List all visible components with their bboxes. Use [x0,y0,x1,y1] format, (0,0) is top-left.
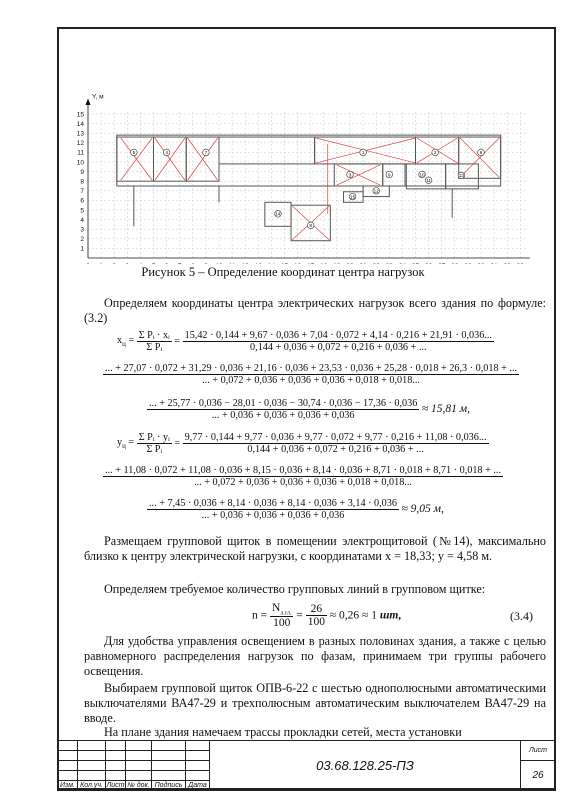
x-tick-label [191,263,195,264]
x-tick-label [438,263,446,264]
figure-caption: Рисунок 5 – Определение координат центра нагрузок [141,265,425,279]
room-marker-label: 6 [479,150,483,156]
room-marker-label: 9 [388,172,391,178]
y-tick-label: 1 [80,245,84,253]
x-tick-label [320,263,328,264]
equation-n: n = $\frac{N_{л.гл.}}{100}$ = $\frac{26}{100}$ ≈ 0,26 ≈ 1 шт, [252,602,402,630]
paragraph-panel-choice: Выбираем групповой щиток ОПВ-6-22 с шестью однополюсными автоматическими выключателями ВА47-29 и трехполюсным автоматическим выключателем ВА47-29 на вводе. [84,681,546,725]
equation-y-line1: $y_ц$ = $\frac{\text{Σ Pᵢ · yᵢ}}{\text{Σ Pᵢ}}$ = 9,77 · 0,144 + 9,77 · 0,036 + 9,77 · 0,072 + 9,77 · 0,216 + 11,08 · 0,036... 0,144 + 0,036 + 0,072 + 0,216 + 0,036 + ... [117,432,487,455]
x-tick-label [412,263,420,264]
equation-y-line3: ... + 7,45 · 0,036 + 8,14 · 0,036 + 8,14 · 0,036 + 3,14 · 0,036 ... + 0,036 + 0,036 + 0,036 + 0,036 ≈ 9,05 м, [149,498,444,521]
room-marker-label: 13 [458,173,464,179]
y-tick-label: 7 [80,188,84,196]
x-tick-label [477,263,485,264]
header-list: Лист [106,782,125,789]
intro-paragraph: Определяем координаты центра электрических нагрузок всего здания по формуле: (3.2) [84,296,546,325]
equation-x-line1: $x_ц$ = $\frac{\text{Σ Pᵢ · xᵢ}}{\text{Σ Pᵢ}}$ = 15,42 · 0,144 + 9,67 · 0,036 + 7,04 · 0,072 + 4,14 · 0,216 + 21,91 · 0,036... 0,144 + 0,036 + 0,072 + 0,216 + 0,036 + ... [117,330,492,353]
x-tick-label [373,263,381,264]
room-marker-label: 8 [309,223,312,229]
x-tick-label [165,263,169,264]
y-tick-label: 3 [80,226,84,234]
room-marker-label: 12 [373,188,379,194]
x-tick-label [112,263,116,264]
room-11 [406,164,445,189]
x-tick-label [490,263,498,264]
title-block [57,740,556,790]
equation-n-number: (3.4) [510,609,533,623]
x-tick-label [86,263,90,264]
y-axis-arrow [86,100,90,105]
header-koluch: Кол.уч. [78,781,106,791]
paragraph-group-lines: Определяем требуемое количество групповых линий в групповом щитке: [104,582,486,596]
room-marker-label: 10 [419,172,425,178]
x-tick-label [451,263,459,264]
building-plan-figure [60,36,530,264]
x-tick-label [152,263,156,264]
x-tick-label [464,263,472,264]
header-ndok: № док. [127,782,150,789]
equation-x-line2: ... + 27,07 · 0,072 + 31,29 · 0,036 + 21,16 · 0,036 + 23,53 · 0,036 + 25,28 · 0,018 + 26,3 · 0,018 + ... ... + 0,072 + 0,036 + 0,036 + 0,036 + 0,018 + 0,018... [105,363,518,386]
x-tick-label [307,263,315,264]
x-tick-label [125,263,129,264]
x-tick-label [229,263,236,264]
x-tick-label [242,263,250,264]
paragraph-three-groups: Для удобства управления освещением в разных половинах здания, а также с целью равномерного распределения нагрузок по фазам, принимаем три группы рабочего освещения. [84,634,546,678]
paragraph-routes: На плане здания намечаем трассы прокладки сетей, места установки [104,725,462,739]
y-tick-label: 5 [80,207,84,215]
sheet-label: Лист [521,741,556,761]
paragraph-panel-placement: Размещаем групповой щиток в помещении электрощитовой (№14), максимально близко к центру электрической нагрузки, с координатами x = 18,33; y = 4,58 м. [84,534,546,563]
room-marker-label: 1 [361,150,365,156]
y-axis-label: Y, м [92,93,104,101]
x-tick-label [255,263,263,264]
y-tick-label: 11 [77,149,84,157]
x-tick-label [268,263,276,264]
x-tick-label [99,263,103,264]
y-tick-label: 13 [76,130,84,138]
room-marker-label: 11 [426,178,431,184]
y-tick-label: 4 [80,216,84,224]
x-tick-label [346,263,354,264]
x-tick-label [399,263,407,264]
x-tick-label [204,263,208,264]
room-marker-label: 7 [204,150,208,156]
y-tick-label: 8 [80,178,84,186]
y-tick-label: 12 [76,140,84,148]
x-tick-label [215,263,223,264]
x-tick-label [333,263,341,264]
room-marker-label: 2 [433,150,437,156]
x-tick-label [504,263,512,264]
x-tick-label [294,263,302,264]
equation-x-result: ≈ 15,81 м, [421,402,471,415]
header-data: Дата [186,781,210,791]
header-podpis: Подпись [152,781,186,791]
y-tick-label: 10 [76,159,84,167]
header-izm: Изм. [58,781,78,791]
y-tick-label: 9 [80,168,84,176]
x-tick-label [178,263,182,264]
corridor [219,137,315,164]
x-tick-label [517,263,525,264]
x-tick-label [425,263,433,264]
room-marker-label: 3 [348,172,352,178]
equation-y-result: ≈ 9,05 м, [401,502,444,515]
y-tick-label: 6 [80,197,84,205]
sheet-number: 26 [521,761,556,791]
room-marker-label: 4 [165,150,168,156]
y-tick-label: 15 [76,111,84,119]
y-tick-label: 14 [76,120,84,128]
y-tick-label: 2 [80,236,84,244]
document-code: 03.68.128.25-ПЗ [210,741,521,791]
x-tick-label [139,263,143,264]
room-marker-label: 14 [275,211,281,217]
equation-x-line3: ... + 25,77 · 0,036 − 28,01 · 0,036 − 30,74 · 0,036 − 17,36 · 0,036 ... + 0,036 + 0,036 + 0,036 + 0,036 ≈ 15,81 м, [149,398,471,421]
x-tick-label [281,263,289,264]
room-marker-label: 5 [132,150,136,156]
equation-y-line2: ... + 11,08 · 0,072 + 11,08 · 0,036 + 8,15 · 0,036 + 8,14 · 0,036 + 8,71 · 0,018 + 8,71 · 0,018 + ... ... + 0,072 + 0,036 + 0,036 + 0,036 + 0,018 + 0,018... [105,465,502,488]
x-tick-label [359,263,367,264]
room-marker-label: 15 [350,194,356,200]
x-tick-label [386,263,394,264]
